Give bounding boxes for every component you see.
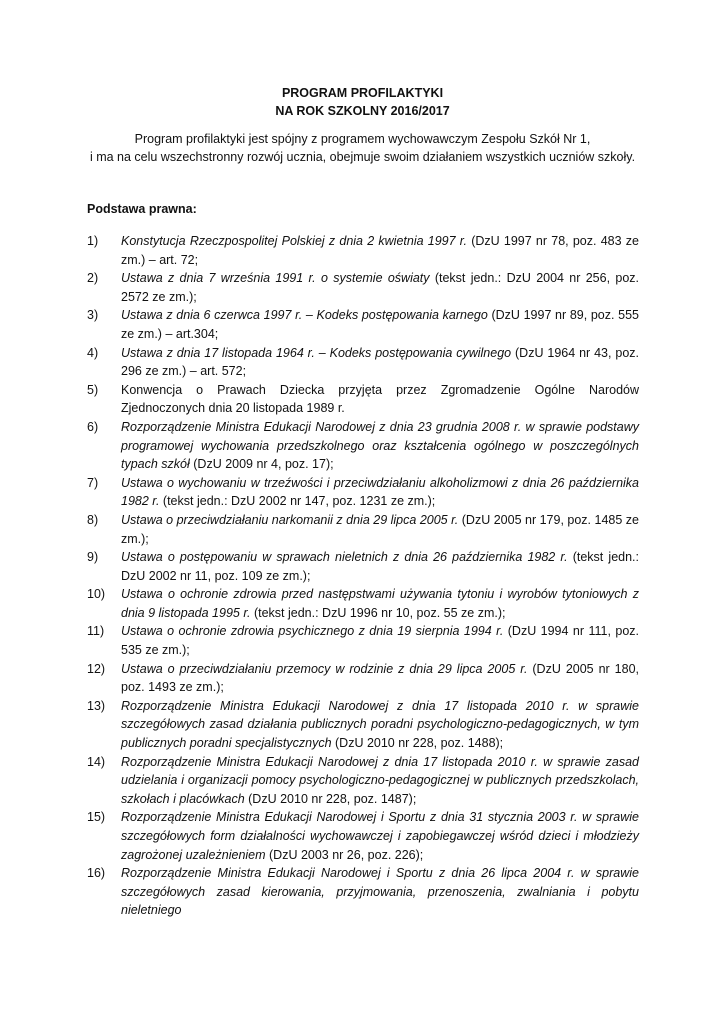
intro-line-2: i ma na celu wszechstronny rozwój ucznia, obejmuje swoim działaniem wszystkich uczniów szkoły. [89,150,636,164]
list-item [87,418,639,474]
list-item-text [121,381,639,418]
list-item-text [121,808,639,864]
list-item [87,864,639,920]
list-item-text [121,306,639,343]
act-citation: (DzU 2003 nr 26, poz. 226); [265,847,424,862]
act-citation: (tekst jedn.: DzU 2004 nr 256, poz. 2572 ze zm.); [121,271,639,304]
act-citation: (tekst jedn.: DzU 2002 nr 147, poz. 1231 ze zm.); [159,494,436,509]
list-item-text [121,753,639,809]
list-item-number: 6) [87,419,99,434]
act-citation: (DzU 2010 nr 228, poz. 1488); [331,736,504,751]
list-item-number: 13) [87,698,106,713]
act-title: Rozporządzenie Ministra Edukacji Narodowej i Sportu z dnia 26 lipca 2004 r. w sprawie szczegółowych zasad kierowania, przyjmowania, przenoszenia, zwalniania i pobytu nieletniego [121,866,639,918]
act-title: Ustawa z dnia 7 września 1991 r. o systemie oświaty [121,271,430,286]
list-item [87,808,639,864]
act-title: Konstytucja Rzeczpospolitej Polskiej z dnia 2 kwietnia 1997 r. [121,234,467,248]
list-item-text [121,864,639,920]
act-title: Rozporządzenie Ministra Edukacji Narodowej i Sportu z dnia 31 stycznia 2003 r. w sprawie szczegółowych form działalności wychowawczej i zapobiegawczej wśród dzieci i młodzieży zagrożonej uzależnieniem [121,810,639,862]
list-item [87,697,639,753]
act-citation: (DzU 2010 nr 228, poz. 1487); [244,791,417,806]
list-item [87,660,639,697]
list-item-text [121,660,639,697]
list-item-text [121,548,639,585]
list-item-number: 7) [87,475,99,490]
act-citation: Konwencja o Prawach Dziecka przyjęta przez Zgromadzenie Ogólne Narodów Zjednoczonych dnia 20 listopada 1989 r. [121,382,639,416]
act-citation: (DzU 1997 nr 89, poz. 555 ze zm.) – art.304; [121,308,639,341]
act-title: Ustawa z dnia 6 czerwca 1997 r. – Kodeks postępowania karnego [121,308,488,323]
act-title: Ustawa o przeciwdziałaniu narkomanii z dnia 29 lipca 2005 r. [121,512,459,527]
list-item-number: 1) [87,234,99,248]
list-item-number: 11) [87,624,105,639]
list-item [87,232,639,269]
list-item [87,511,639,548]
list-item-text [121,697,639,753]
act-title: Rozporządzenie Ministra Edukacji Narodowej z dnia 17 listopada 2010 r. w sprawie zasad udzielania i organizacji pomocy psychologiczno-pedagogicznej w publicznych przedszkolach, szkołach i placówkach [121,754,639,806]
legal-basis-list [87,232,639,920]
list-item-number: 8) [87,512,99,527]
list-item [87,344,639,381]
act-title: Rozporządzenie Ministra Edukacji Narodowej z dnia 23 grudnia 2008 r. w sprawie podstawy programowej wychowania przedszkolnego oraz kształcenia ogólnego w poszczególnych typach szkół [121,419,639,472]
act-title: Ustawa z dnia 17 listopada 1964 r. – Kodeks postępowania cywilnego [121,345,512,360]
list-item-number: 12) [87,661,106,676]
list-item-number: 9) [87,550,99,565]
intro-line-1: Program profilaktyki jest spójny z programem wychowawczym Zespołu Szkół Nr 1, [134,132,591,146]
list-item-text [121,232,639,269]
intro-paragraph [0,130,725,166]
list-item [87,548,639,585]
list-item [87,753,639,809]
list-item-number: 3) [87,308,99,323]
list-item-number: 15) [87,810,106,825]
list-item-text [121,344,639,381]
list-item-number: 10) [87,587,106,602]
act-title: Ustawa o wychowaniu w trzeźwości i przeciwdziałaniu alkoholizmowi z dnia 26 października 1982 r. [121,475,639,509]
list-item-number: 14) [87,754,106,769]
list-item-number: 5) [87,382,99,397]
list-item-number: 16) [87,866,106,881]
list-item [87,381,639,418]
list-item-text [121,418,639,474]
act-citation: (DzU 2009 nr 4, poz. 17); [189,457,334,472]
title-line-1: PROGRAM PROFILAKTYKI [281,86,444,100]
act-citation: (tekst jedn.: DzU 1996 nr 10, poz. 55 ze zm.); [250,605,506,620]
list-item [87,585,639,622]
title-line-2: NA ROK SZKOLNY 2016/2017 [275,104,450,118]
act-title: Ustawa o ochronie zdrowia przed następstwami używania tytoniu i wyrobów tytoniowych z dnia 9 listopada 1995 r. [121,587,639,620]
list-item-number: 4) [87,345,99,360]
list-item [87,306,639,343]
act-citation: (DzU 1964 nr 43, poz. 296 ze zm.) – art. 572; [121,345,639,379]
list-item-number: 2) [87,271,99,286]
list-item [87,269,639,306]
act-title: Ustawa o postępowaniu w sprawach nieletnich z dnia 26 października 1982 r. [121,550,568,565]
list-item-text [121,269,639,306]
act-title: Ustawa o przeciwdziałaniu przemocy w rodzinie z dnia 29 lipca 2005 r. [121,661,528,676]
document-title [0,84,725,120]
list-item-text [121,585,639,622]
act-citation: (tekst jedn.: DzU 2002 nr 11, poz. 109 ze zm.); [121,550,639,583]
list-item [87,622,639,659]
list-item [87,474,639,511]
section-heading: Podstawa prawna: [87,202,197,216]
act-citation: (DzU 2005 nr 179, poz. 1485 ze zm.); [121,512,639,546]
act-citation: (DzU 2005 nr 180, poz. 1493 ze zm.); [121,661,639,695]
act-title: Ustawa o ochronie zdrowia psychicznego z dnia 19 sierpnia 1994 r. [121,624,504,639]
act-citation: (DzU 1994 nr 111, poz. 535 ze zm.); [121,624,639,658]
list-item-text [121,511,639,548]
act-citation: (DzU 1997 nr 78, poz. 483 ze zm.) – art. 72; [121,234,639,267]
list-item-text [121,622,639,659]
list-item-text [121,474,639,511]
act-title: Rozporządzenie Ministra Edukacji Narodowej z dnia 17 listopada 2010 r. w sprawie szczegółowych zasad działania publicznych poradni psychologiczno-pedagogicznych, w tym publicznych poradni specjalistycznych [121,698,639,751]
